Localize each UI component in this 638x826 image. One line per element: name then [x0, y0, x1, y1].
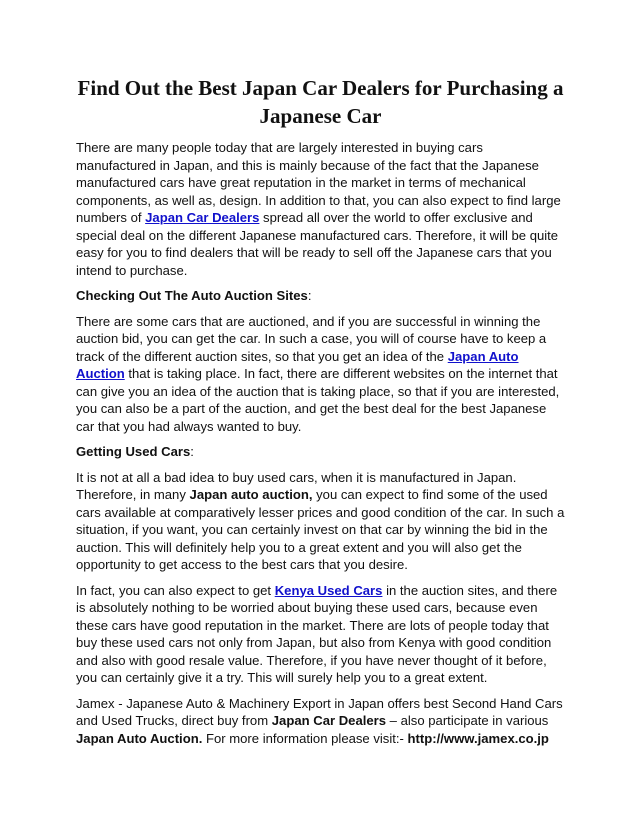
- heading-text: Checking Out The Auto Auction Sites: [76, 288, 308, 303]
- intro-paragraph: [76, 139, 565, 279]
- kenya-paragraph: [76, 582, 565, 687]
- text-run: you can expect to find some of the used cars available at comparatively lesser prices and good condition of the car. In such a situation, if you want, you can certainly invest on that car by winning the bid in the auction. This will definitely help you to a great extent and you will also get the opportunity to get access to the best cars that you desire.: [76, 487, 565, 572]
- heading-text: Getting Used Cars: [76, 444, 191, 459]
- jamex-paragraph: [76, 695, 565, 748]
- text-run: There are many people today that are largely interested in buying cars manufactured in Japan, and this is mainly because of the fact that the Japanese manufactured cars have great reputation in the market in terms of mechanical components, as well as, design. In addition to that, you can also expect to find large numbers of: [76, 140, 561, 225]
- japan-car-dealers-link[interactable]: Japan Car Dealers: [145, 210, 260, 225]
- document-title: Find Out the Best Japan Car Dealers for Purchasing a Japanese Car: [77, 76, 564, 128]
- bold-phrase: Japan auto auction,: [189, 487, 313, 502]
- section-heading-auction-sites: [76, 287, 565, 305]
- text-run: in the auction sites, and there is absolutely nothing to be worried about buying these used cars, because even these cars have good reputation in the market. There are lots of people today that buy these used cars not only from Japan, but also from Kenya with good condition and also with good resale value. Therefore, if you have never thought of it before, you can certainly give it a try. This will surely help you to a great extent.: [76, 582, 558, 685]
- text-run: There are some cars that are auctioned, and if you are successful in winning the auction bid, you can get the car. In such a case, you will of course have to keep a track of the different auction sites, so that you get an idea of the: [76, 313, 547, 364]
- heading-colon: :: [190, 444, 194, 459]
- jamex-url: http://www.jamex.co.jp: [407, 730, 549, 746]
- japan-auto-auction-link[interactable]: Japan Auto Auction: [76, 348, 519, 381]
- auction-paragraph: [76, 313, 565, 436]
- used-cars-paragraph: [76, 469, 565, 574]
- text-run: – also participate in various: [386, 713, 549, 728]
- heading-colon: :: [307, 288, 312, 303]
- text-run: spread all over the world to offer exclusive and special deal on the different Japanese manufactured cars. Therefore, it will be quite easy for you to find dealers that will be ready to sell off the Japanese cars that you intend to purchase.: [76, 210, 559, 278]
- text-run: that is taking place. In fact, there are different websites on the internet that can give you an idea of the auction that is taking place, so that if you are interested, you can also be a part of the auction, and get the best deal for the best Japanese car that you had always wanted to buy.: [76, 366, 560, 434]
- bold-phrase: Japan Auto Auction.: [76, 730, 203, 746]
- text-run: It is not at all a bad idea to buy used cars, when it is manufactured in Japan. Therefore, in many: [76, 469, 517, 502]
- section-heading-used-cars: [76, 443, 565, 461]
- kenya-used-cars-link[interactable]: Kenya Used Cars: [274, 582, 383, 598]
- text-run: For more information please visit:-: [202, 730, 408, 746]
- bold-phrase: Japan Car Dealers: [271, 713, 387, 728]
- text-run: Jamex - Japanese Auto & Machinery Export in Japan offers best Second Hand Cars and Used Trucks, direct buy from: [76, 695, 563, 728]
- text-run: In fact, you can also expect to get: [76, 582, 275, 598]
